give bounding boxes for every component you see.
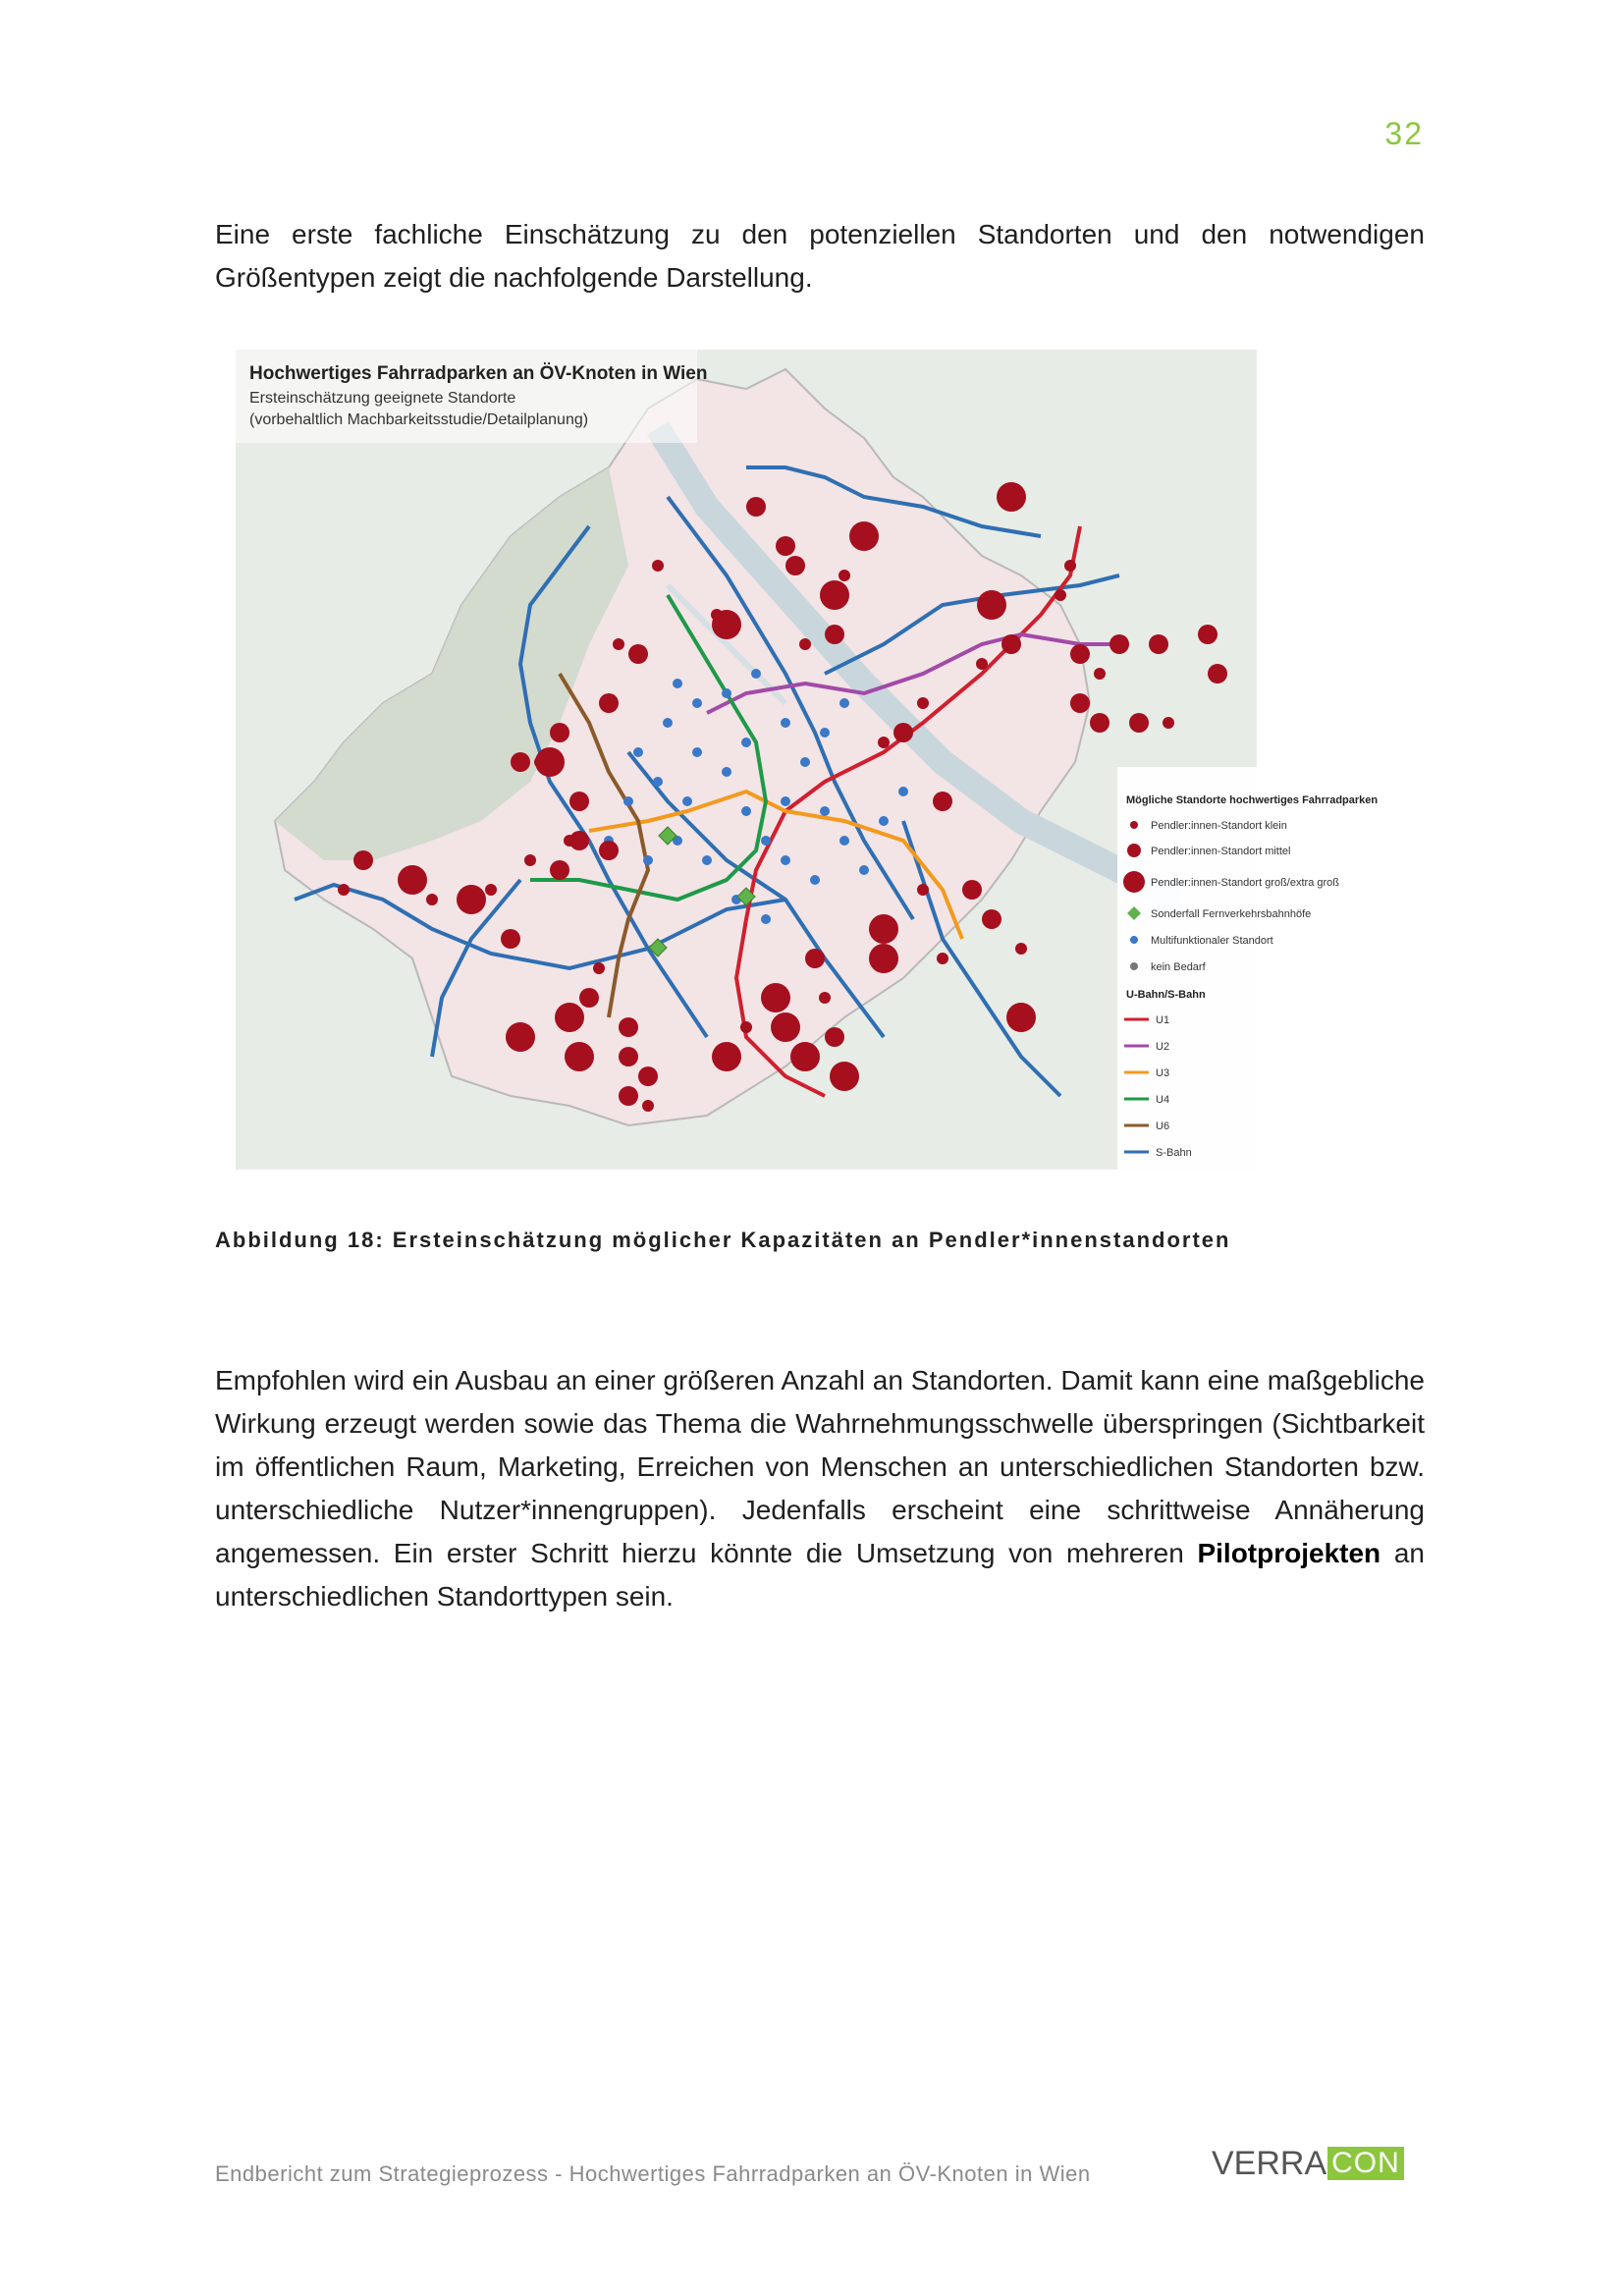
legend-label-u2: U2 [1156, 1041, 1170, 1053]
lines-title: U-Bahn/S-Bahn [1126, 989, 1206, 1001]
verracon-logo [1212, 2147, 1404, 2180]
legend-marker-small [1130, 821, 1138, 829]
logo-part-2: CON [1327, 2147, 1404, 2180]
legend-marker-large [1123, 871, 1145, 893]
legend-marker-none [1130, 962, 1138, 970]
vienna-map [236, 350, 1379, 1170]
legend-label-u4: U4 [1156, 1094, 1170, 1106]
map-subtitle-1: Ersteinschätzung geeignete Standorte [249, 390, 516, 407]
legend-item-none: kein Bedarf [1151, 961, 1206, 973]
legend-item-large: Pendler:innen-Standort groß/extra groß [1151, 877, 1339, 889]
legend-item-multi: Multifunktionaler Standort [1151, 935, 1273, 947]
page-number: 32 [1384, 116, 1424, 151]
legend-marker-medium [1127, 844, 1141, 857]
legend-label-u6: U6 [1156, 1121, 1170, 1132]
map-subtitle-2: (vorbehaltlich Machbarkeitsstudie/Detailplanung) [249, 411, 589, 428]
legend-label-u3: U3 [1156, 1067, 1170, 1079]
intro-paragraph: Eine erste fachliche Einschätzung zu den potenziellen Standorten und den notwendigen Größentypen zeigt die nachfolgende Darstellung. [215, 219, 1425, 293]
legend-item-station: Sonderfall Fernverkehrsbahnhöfe [1151, 908, 1312, 920]
map-figure [236, 350, 1379, 1170]
legend-label-u1: U1 [1156, 1014, 1170, 1026]
body-text-after: an unterschiedlichen Standorttypen sein. [215, 1538, 1425, 1612]
figure-caption: Abbildung 18: Ersteinschätzung möglicher Kapazitäten an Pendler*innenstandorten [215, 1228, 1231, 1252]
map-title: Hochwertiges Fahrradparken an ÖV-Knoten in Wien [249, 363, 708, 384]
body-bold-term: Pilotprojekten [1197, 1538, 1381, 1568]
body-text-before: Empfohlen wird ein Ausbau an einer größeren Anzahl an Standorten. Damit kann eine maßgebliche Wirkung erzeugt werden sowie das Thema die Wahrnehmungsschwelle überspringen (Sichtbarkeit im öffentlichen Raum, Marketing, Erreichen von Menschen an unterschiedlichen Standorten bzw. unterschiedliche Nutzer*innengruppen). Jedenfalls erscheint eine schrittweise Annäherung angemessen. Ein erster Schritt hierzu könnte die Umsetzung von mehreren [215, 1365, 1425, 1568]
map-legend [1117, 767, 1378, 1170]
footer-text: Endbericht zum Strategieprozess - Hochwertiges Fahrradparken an ÖV-Knoten in Wien [215, 2161, 1091, 2186]
legend-item-medium: Pendler:innen-Standort mittel [1151, 846, 1291, 857]
legend-marker-multi [1130, 936, 1138, 944]
logo-part-1: VERRA [1212, 2145, 1327, 2182]
legend-label-sbahn: S-Bahn [1156, 1147, 1192, 1159]
legend-item-small: Pendler:innen-Standort klein [1151, 820, 1287, 832]
body-paragraph [215, 1359, 1425, 1618]
legend-title: Mögliche Standorte hochwertiges Fahrradparken [1126, 794, 1379, 806]
